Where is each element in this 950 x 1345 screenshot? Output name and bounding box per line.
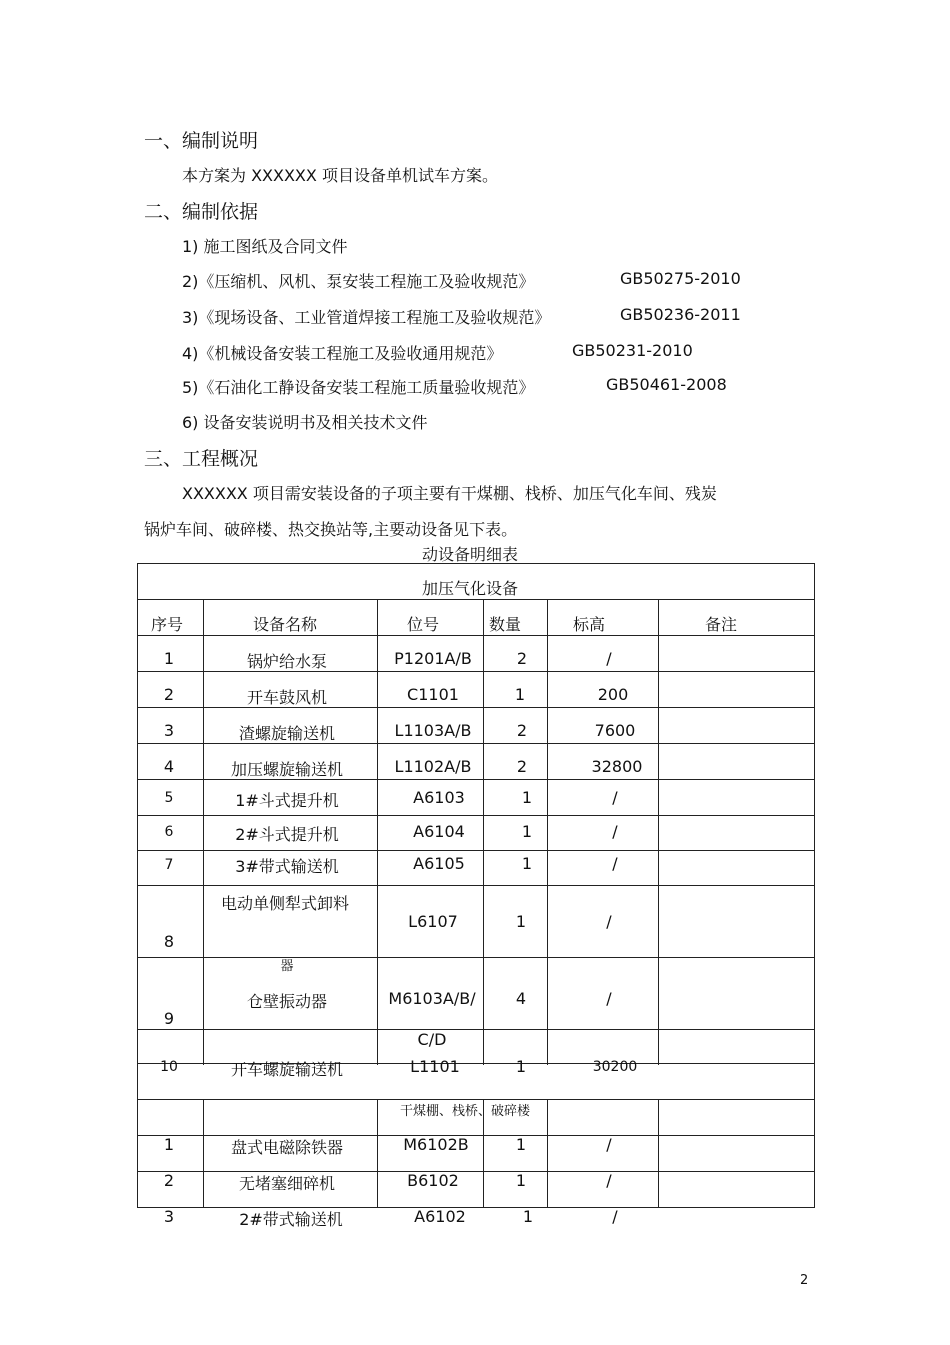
cell-name: 开车螺旋输送机 (230, 1060, 344, 1079)
section-2-title: 二、编制依据 (144, 201, 259, 223)
table-line (658, 599, 659, 1065)
section-3-title: 三、工程概况 (144, 448, 259, 470)
section-1-text: 本方案为 XXXXXX 项目设备单机试车方案。 (182, 166, 498, 185)
cell-no: 3 (163, 1207, 175, 1226)
cell-elev: 32800 (591, 757, 643, 776)
cell-elev: / (606, 649, 612, 668)
table-line (137, 850, 815, 851)
cell-qty: 1 (515, 1171, 527, 1190)
table-line (658, 1099, 659, 1207)
cell-elev: / (606, 1171, 612, 1190)
section-1-title: 一、编制说明 (144, 130, 259, 152)
cell-tag: C1101 (407, 685, 459, 704)
table-line (137, 957, 815, 958)
cell-tag: L1102A/B (394, 757, 472, 776)
ref-item-3: 3)《现场设备、工业管道焊接工程施工及验收规范》 (182, 308, 551, 327)
ref-item-4: 4)《机械设备安装工程施工及验收通用规范》 (182, 344, 503, 363)
cell-qty: 1 (515, 1057, 527, 1076)
cell-qty: 1 (521, 788, 533, 807)
cell-elev: 7600 (594, 721, 636, 740)
header-remark: 备注 (704, 615, 738, 634)
cell-tag: A6102 (414, 1207, 466, 1226)
table-line (137, 671, 815, 672)
cell-elev: 200 (597, 685, 629, 704)
table-caption: 动设备明细表 (421, 545, 519, 564)
cell-no: 7 (164, 857, 174, 873)
cell-qty: 1 (514, 685, 526, 704)
ref-code-2: GB50275-2010 (620, 269, 741, 288)
cell-qty: 1 (522, 1207, 534, 1226)
cell-elev: / (612, 822, 618, 841)
section-3-text-line2: 锅炉车间、破碎楼、热交换站等,主要动设备见下表。 (144, 520, 518, 539)
cell-tag: A6105 (413, 854, 465, 873)
cell-name: 锅炉给水泵 (246, 652, 328, 671)
cell-no: 1 (163, 1135, 175, 1154)
ref-code-5: GB50461-2008 (606, 375, 727, 394)
table-line (377, 1099, 378, 1207)
cell-no: 1 (163, 649, 175, 668)
cell-no: 4 (163, 757, 175, 776)
ref-item-2: 2)《压缩机、风机、泵安装工程施工及验收规范》 (182, 272, 535, 291)
cell-qty: 4 (515, 989, 527, 1008)
cell-elev: / (612, 854, 618, 873)
cell-tag: A6104 (413, 822, 465, 841)
cell-elev: / (606, 989, 612, 1008)
cell-qty: 1 (515, 912, 527, 931)
header-tag: 位号 (406, 615, 440, 634)
cell-name: 盘式电磁除铁器 (230, 1138, 344, 1157)
cell-no: 9 (163, 1009, 175, 1028)
cell-qty: 2 (516, 721, 528, 740)
cell-name: 无堵塞细碎机 (238, 1174, 336, 1193)
cell-no: 8 (163, 932, 175, 951)
header-qty: 数量 (488, 615, 522, 634)
table-line (137, 815, 815, 816)
cell-name: 3#带式输送机 (235, 857, 339, 876)
cell-elev: / (606, 1135, 612, 1154)
cell-no: 10 (160, 1059, 178, 1075)
cell-name: 2#带式输送机 (239, 1210, 343, 1229)
cell-qty: 1 (521, 822, 533, 841)
ref-item-5: 5)《石油化工静设备安装工程施工质量验收规范》 (182, 378, 535, 397)
cell-no: 6 (164, 824, 174, 840)
cell-name: 2#斗式提升机 (235, 825, 339, 844)
header-elev: 标高 (572, 615, 606, 634)
cell-tag: B6102 (407, 1171, 459, 1190)
cell-tag: P1201A/B (394, 649, 472, 668)
cell-no: 5 (164, 790, 174, 806)
cell-no: 2 (163, 685, 175, 704)
cell-tag: M6103A/B/ (388, 989, 476, 1008)
ref-item-6: 6) 设备安装说明书及相关技术文件 (182, 413, 428, 432)
table-line (203, 599, 204, 1065)
cell-no: 2 (163, 1171, 175, 1190)
table-line (137, 563, 138, 1208)
table-line (137, 599, 815, 600)
cell-tag-cont: C/D (417, 1030, 447, 1049)
header-no: 序号 (150, 615, 184, 634)
equipment-table (137, 563, 815, 1208)
cell-name: 渣螺旋输送机 (238, 724, 336, 743)
table-line (137, 707, 815, 708)
cell-tag: L6107 (408, 912, 458, 931)
table-line (137, 635, 815, 636)
ref-item-1: 1) 施工图纸及合同文件 (182, 237, 348, 256)
table-line (814, 563, 815, 1208)
cell-tag: L1101 (410, 1057, 460, 1076)
cell-tag: A6103 (413, 788, 465, 807)
cell-tag: L1103A/B (394, 721, 472, 740)
cell-name: 1#斗式提升机 (235, 791, 339, 810)
cell-elev: / (612, 1207, 618, 1226)
cell-elev: / (612, 788, 618, 807)
cell-elev: 30200 (592, 1059, 638, 1075)
table-line (137, 1029, 815, 1030)
header-name: 设备名称 (252, 615, 318, 634)
cell-qty: 2 (516, 649, 528, 668)
table-line (203, 1099, 204, 1207)
table-line (547, 1099, 548, 1207)
cell-name: 仓壁振动器 (246, 992, 328, 1011)
table-line (547, 599, 548, 1065)
cell-name: 电动单侧犁式卸料 (220, 894, 350, 913)
table-line (137, 563, 815, 564)
cell-qty: 2 (516, 757, 528, 776)
cell-name: 加压螺旋输送机 (230, 760, 344, 779)
group-title: 加压气化设备 (421, 579, 519, 598)
table-line (483, 599, 484, 1065)
cell-qty: 1 (515, 1135, 527, 1154)
cell-tag: M6102B (403, 1135, 469, 1154)
group-title: 干煤棚、栈桥、破碎楼 (399, 1104, 531, 1119)
cell-name: 开车鼓风机 (246, 688, 328, 707)
page-number: 2 (800, 1273, 809, 1288)
ref-code-4: GB50231-2010 (572, 341, 693, 360)
cell-qty: 1 (521, 854, 533, 873)
ref-code-3: GB50236-2011 (620, 305, 741, 324)
cell-elev: / (606, 912, 612, 931)
cell-no: 3 (163, 721, 175, 740)
cell-name-cont: 器 (280, 959, 294, 974)
table-line (137, 885, 815, 886)
section-3-text-line1: XXXXXX 项目需安装设备的子项主要有干煤棚、栈桥、加压气化车间、残炭 (182, 484, 717, 503)
table-line (377, 599, 378, 1065)
